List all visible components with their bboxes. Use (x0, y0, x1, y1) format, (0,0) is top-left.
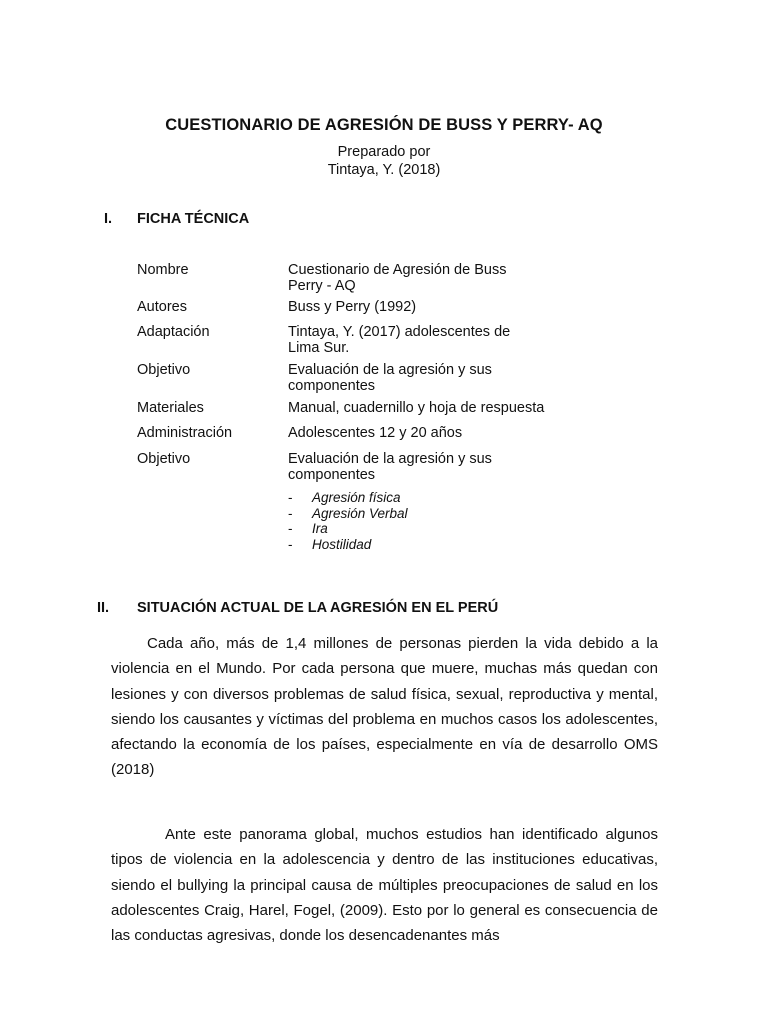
ficha-label-materiales: Materiales (137, 400, 204, 416)
ficha-value-objetivo-2: Evaluación de la agresión y sus componentes (288, 451, 492, 483)
ficha-label-objetivo-2: Objetivo (137, 451, 191, 467)
list-item: - Ira (288, 521, 328, 536)
list-item: - Hostilidad (288, 536, 372, 552)
section-2-number: II. (97, 600, 110, 616)
ficha-label-nombre: Nombre (137, 262, 189, 278)
section-1-heading: FICHA TÉCNICA (137, 211, 250, 227)
document-title: CUESTIONARIO DE AGRESIÓN DE BUSS Y PERRY- AQ (165, 116, 603, 134)
section-2-heading: SITUACIÓN ACTUAL DE LA AGRESIÓN EN EL PERÚ (137, 600, 499, 616)
author-line: Tintaya, Y. (2018) (327, 162, 441, 178)
list-item: - Agresión Verbal (288, 505, 408, 521)
section-1-number: I. (104, 211, 113, 227)
paragraph-1: Cada año, más de 1,4 millones de personas pierden la vida debido a la violencia en el Mundo. Por cada persona que muere, muchas más quedan con lesiones y con diversos problemas de salud física, sexual, reproductiva y mental, siendo los causantes y víctimas del problema en muchos casos los adolescentes, afectando la economía de los países, especialmente en vía de desarrollo OMS (2018) (111, 635, 658, 779)
ficha-value-autores: Buss y Perry (1992) (288, 299, 417, 315)
paragraph-2: Ante este panorama global, muchos estudios han identificado algunos tipos de violencia en la adolescencia y dentro de las instituciones educativas, siendo el bullying la principal causa de múltiples preocupaciones de salud en los adolescentes Craig, Harel, Fogel, (2009). Esto por lo general es consecuencia de las conductas agresivas, donde los desencadenantes más (111, 826, 658, 945)
ficha-label-adaptacion: Adaptación (137, 324, 210, 340)
ficha-label-autores: Autores (137, 299, 187, 315)
ficha-value-nombre: Cuestionario de Agresión de Buss Perry - AQ (288, 262, 507, 294)
ficha-value-adaptacion: Tintaya, Y. (2017) adolescentes de Lima Sur. (288, 324, 511, 356)
ficha-label-administracion: Administración (137, 425, 233, 441)
ficha-label-objetivo: Objetivo (137, 362, 191, 378)
list-item: - Agresión física (288, 490, 401, 505)
ficha-value-objetivo: Evaluación de la agresión y sus componentes (288, 362, 492, 394)
prepared-by-line: Preparado por (337, 144, 431, 160)
ficha-value-administracion: Adolescentes 12 y 20 años (288, 425, 463, 441)
component-list (288, 490, 408, 552)
ficha-value-materiales: Manual, cuadernillo y hoja de respuesta (288, 400, 545, 416)
